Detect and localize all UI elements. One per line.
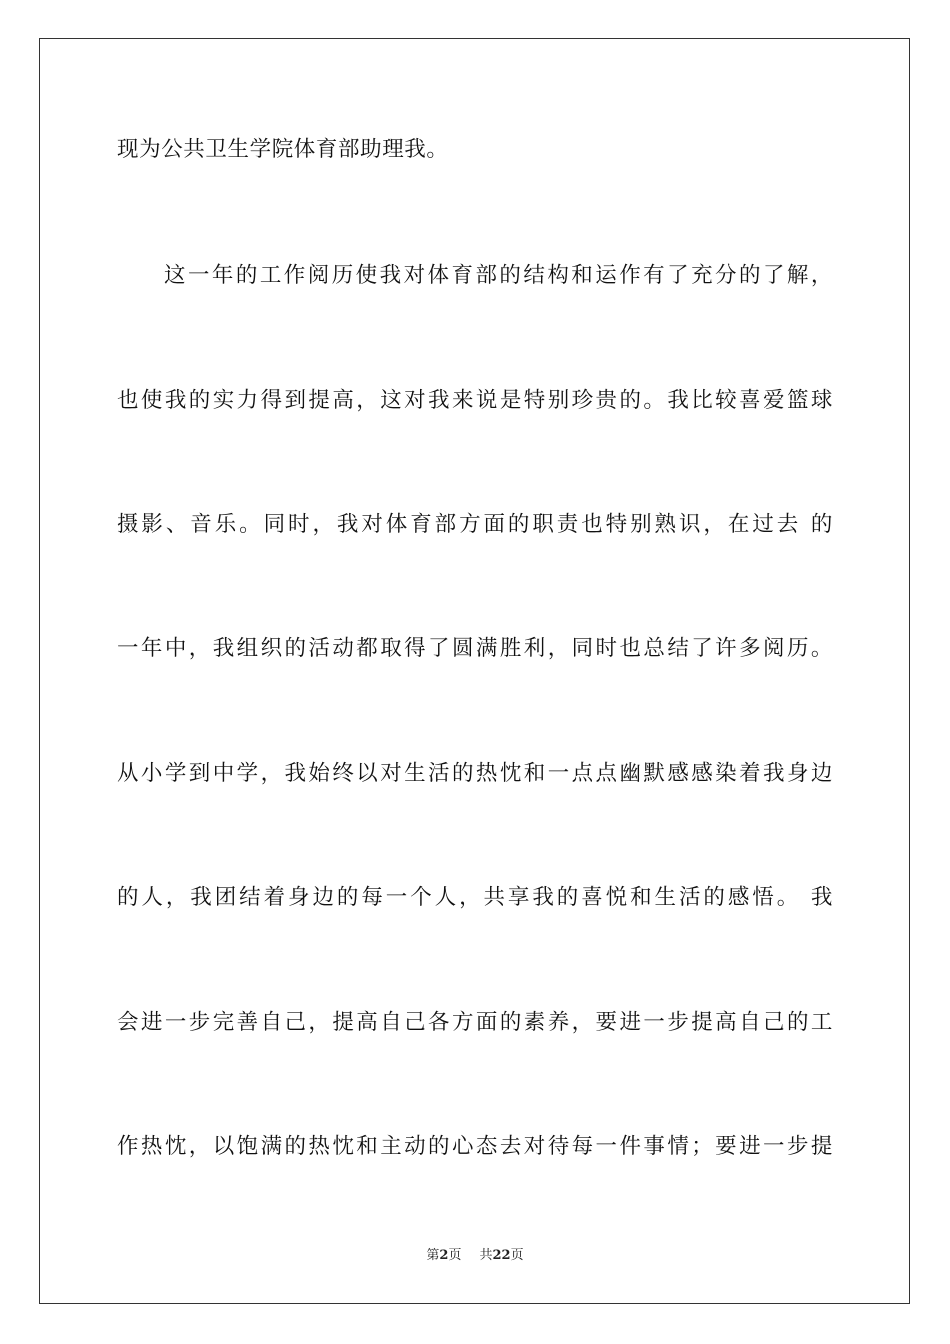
text-line-7: 的人，我团结着身边的每一个人，共享我的喜悦和生活的感悟。 我 [117,885,833,910]
text-line-8: 会进一步完善自己，提高自己各方面的素养，要进一步提高自己的工 [117,1010,833,1035]
text-line-4: 摄影、音乐。同时，我对体育部方面的职责也特别熟识，在过去 的 [117,512,833,537]
text-line-2: 这一年的工作阅历使我对体育部的结构和运作有了充分的了解， [164,263,833,288]
total-suffix: 页 [510,1248,524,1263]
page-footer [0,1248,950,1264]
page-border [39,38,910,1304]
page-suffix: 页 [448,1248,462,1263]
page-number: 2 [439,1248,449,1263]
text-line-3: 也使我的实力得到提高，这对我来说是特别珍贵的。我比较喜爱篮球 [117,388,833,413]
text-line-6: 从小学到中学，我始终以对生活的热忱和一点点幽默感感染着我身边 [117,761,833,786]
text-line-1: 现为公共卫生学院体育部助理我。 [117,137,449,162]
text-line-5: 一年中，我组织的活动都取得了圆满胜利，同时也总结了许多阅历。 [117,636,833,661]
text-line-9: 作热忱，以饱满的热忱和主动的心态去对待每一件事情；要进一步提 [117,1134,833,1159]
total-prefix: 共 [479,1248,493,1263]
total-pages: 22 [492,1248,511,1263]
page-prefix: 第 [426,1248,440,1263]
